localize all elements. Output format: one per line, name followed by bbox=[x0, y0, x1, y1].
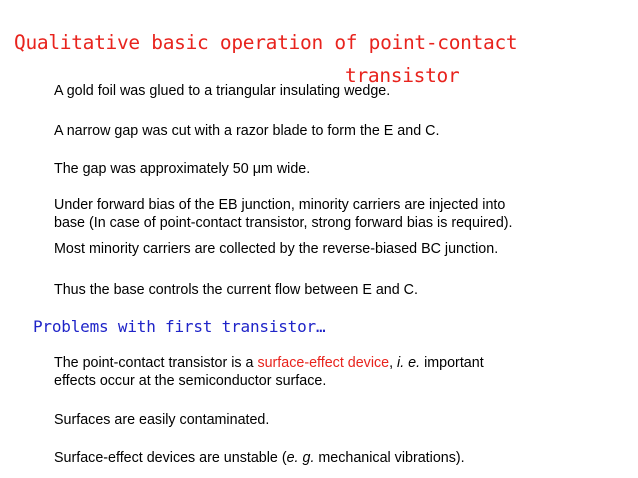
gap-width-suffix: wide. bbox=[272, 161, 311, 177]
gap-width-text: The gap was approximately 50 bbox=[54, 161, 253, 177]
surface-effect-tail: important bbox=[420, 355, 484, 371]
surface-effect-comma: , bbox=[389, 355, 398, 371]
surface-effect-highlight: surface-effect device bbox=[257, 355, 390, 371]
bullet-unstable bbox=[54, 449, 465, 467]
micrometer-unit: μm bbox=[252, 161, 273, 177]
bullet-gold-foil: A gold foil was glued to a triangular insulating wedge. bbox=[54, 83, 391, 99]
eg-abbrev: e. g. bbox=[286, 450, 315, 466]
bullet-contaminated: Surfaces are easily contaminated. bbox=[54, 412, 270, 428]
bullet-gap-width bbox=[54, 160, 310, 178]
ie-abbrev: i. e. bbox=[397, 355, 421, 371]
bullet-surface-effect bbox=[54, 354, 578, 372]
title-line-1: Qualitative basic operation of point-contact bbox=[14, 31, 518, 54]
bullet-base-controls: Thus the base controls the current flow between E and C. bbox=[54, 282, 418, 298]
bullet-forward-bias-line2: base (In case of point-contact transistor, strong forward bias is required). bbox=[54, 215, 513, 231]
bullet-forward-bias-line1: Under forward bias of the EB junction, minority carriers are injected into bbox=[54, 197, 506, 213]
title-line-2: transistor bbox=[345, 64, 460, 87]
unstable-tail: mechanical vibrations). bbox=[314, 450, 465, 466]
surface-effect-text: The point-contact transistor is a bbox=[54, 355, 258, 371]
bullet-minority-carriers: Most minority carriers are collected by the reverse-biased BC junction. bbox=[54, 241, 499, 257]
unstable-text: Surface-effect devices are unstable ( bbox=[54, 450, 287, 466]
bullet-surface-effect-line2: effects occur at the semiconductor surface. bbox=[54, 373, 327, 389]
bullet-narrow-gap: A narrow gap was cut with a razor blade to form the E and C. bbox=[54, 123, 440, 139]
section-subtitle: Problems with first transistor… bbox=[33, 317, 326, 336]
